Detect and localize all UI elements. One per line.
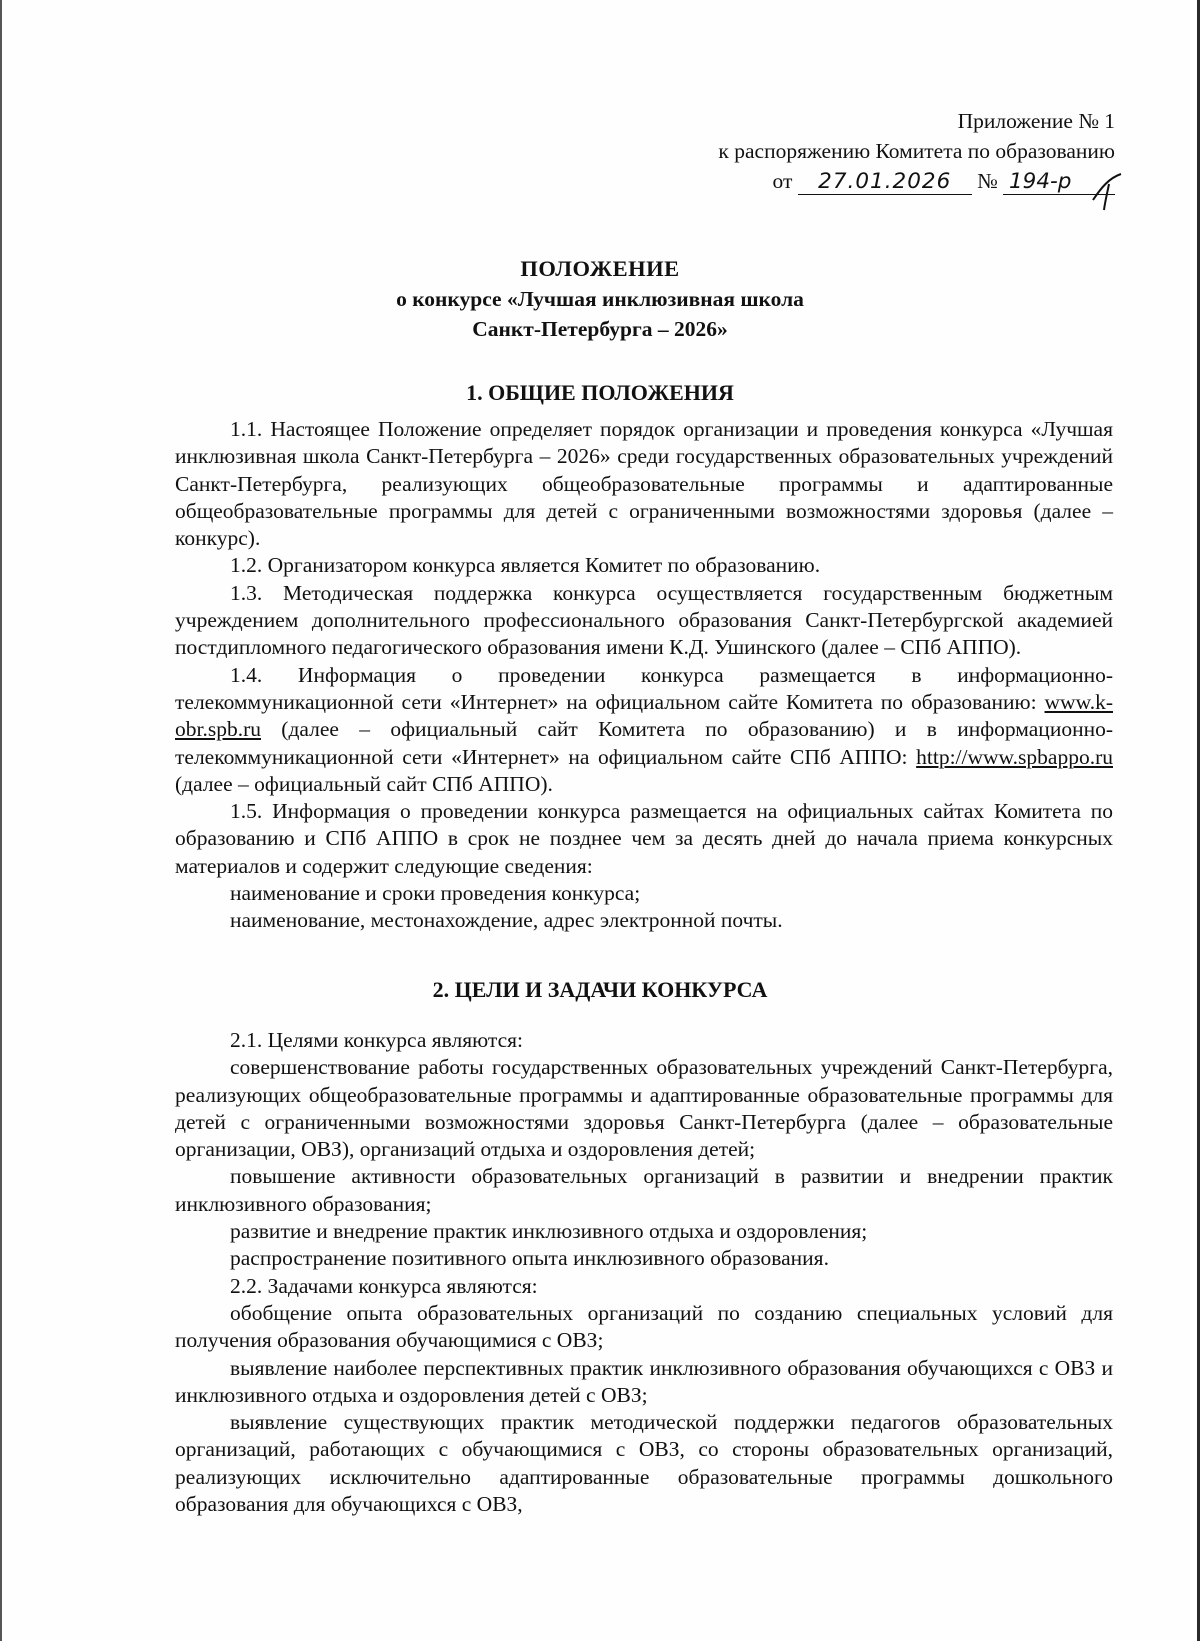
annex-block [718, 106, 1115, 196]
paragraph-2-2: 2.2. Задачами конкурса являются: [230, 1273, 538, 1298]
scan-edge-left [0, 0, 2, 1641]
section-1-heading: 1. ОБЩИЕ ПОЛОЖЕНИЯ [466, 380, 734, 405]
annex-line-1: Приложение № 1 [957, 109, 1115, 133]
paragraph-2-1-item-1: совершенствование работы государственных образовательных учреждений Санкт-Петербурга, реализующих общеобразовательные программы и адаптированные образовательные программы для детей с ограниченными возможностями здоровья Санкт-Петербурга (далее – образовательные организации, ОВЗ), организаций отдыха и оздоровления детей; [175, 1055, 1113, 1162]
signature-stroke-icon [1087, 170, 1127, 212]
paragraph-2-1: 2.1. Целями конкурса являются: [230, 1028, 523, 1052]
paragraph-2-2-item-1: обобщение опыта образовательных организаций по созданию специальных условий для получения образования обучающимися с ОВЗ; [175, 1300, 1113, 1353]
paragraph-1-1: 1.1. Настоящее Положение определяет порядок организации и проведения конкурса «Лучшая инклюзивная школа Санкт-Петербурга – 2026» среди государственных образовательных учреждений Санкт-Петербурга, реализующих общеобразовательные программы и адаптированные общеобразовательные программы для детей с ограниченными возможностями здоровья (далее – конкурс). [175, 417, 1113, 551]
document-title [0, 254, 1200, 344]
date-prefix: от [772, 169, 793, 193]
paragraph-1-5-item-1: наименование и сроки проведения конкурса; [230, 881, 641, 906]
title-main: ПОЛОЖЕНИЕ [520, 256, 680, 281]
section-1-body [175, 416, 1113, 935]
paragraph-1-4-part-a: 1.4. Информация о проведении конкурса размещается в информационно-телекоммуникационной сети «Интернет» на официальном сайте Комитета по образованию: [175, 662, 1113, 714]
paragraph-1-4 [175, 662, 1113, 798]
section-2-body [175, 1027, 1113, 1518]
paragraph-1-3: 1.3. Методическая поддержка конкурса осуществляется государственным бюджетным учреждением дополнительного профессионального образования Санкт-Петербургской академией постдипломного педагогического образования имени К.Д. Ушинского (далее – СПб АППО). [175, 580, 1113, 660]
paragraph-1-2: 1.2. Организатором конкурса является Комитет по образованию. [230, 553, 821, 578]
handwritten-number: 194-р [1003, 170, 1115, 195]
paragraph-1-5-item-2: наименование, местонахождение, адрес электронной почты. [230, 908, 783, 933]
section-2-heading: 2. ЦЕЛИ И ЗАДАЧИ КОНКУРСА [432, 977, 768, 1002]
paragraph-1-5: 1.5. Информация о проведении конкурса размещается на официальных сайтах Комитета по образованию и СПб АППО в срок не позднее чем за десять дней до начала приема конкурсных материалов и содержит следующие сведения: [175, 799, 1113, 878]
paragraph-2-2-item-3: выявление существующих практик методической поддержки педагогов образовательных организаций, работающих с обучающимися с ОВЗ, со стороны образовательных организаций, реализующих исключительно адаптированные образовательные программы дошкольного образования для обучающихся с ОВЗ, [175, 1410, 1113, 1517]
title-sub-2: Санкт-Петербурга – 2026» [472, 317, 728, 341]
handwritten-date: 27.01.2026 [798, 170, 972, 195]
paragraph-2-1-item-4: распространение позитивного опыта инклюзивного образования. [230, 1246, 829, 1271]
link-k-obr[interactable]: www.k-obr.spb.ru [175, 689, 1113, 742]
number-prefix: № [977, 169, 998, 193]
title-sub-1: о конкурсе «Лучшая инклюзивная школа [396, 287, 804, 311]
paragraph-1-4-part-b: (далее – официальный сайт Комитета по образованию) и в информационно-телекоммуникационной сети «Интернет» на официальном сайте СПб АППО: [175, 717, 1113, 769]
paragraph-2-1-item-3: развитие и внедрение практик инклюзивного отдыха и оздоровления; [230, 1219, 868, 1244]
paragraph-2-1-item-2: повышение активности образовательных организаций в развитии и внедрении практик инклюзивного образования; [175, 1164, 1113, 1216]
annex-line-2: к распоряжению Комитета по образованию [718, 139, 1115, 163]
annex-date-line [718, 166, 1115, 196]
paragraph-2-2-item-2: выявление наиболее перспективных практик инклюзивного образования обучающихся с ОВЗ и инклюзивного отдыха и оздоровления детей с ОВЗ; [175, 1355, 1113, 1407]
paragraph-1-4-part-c: (далее – официальный сайт СПб АППО). [175, 771, 553, 796]
link-spbappo[interactable]: http://www.spbappo.ru [916, 744, 1113, 769]
